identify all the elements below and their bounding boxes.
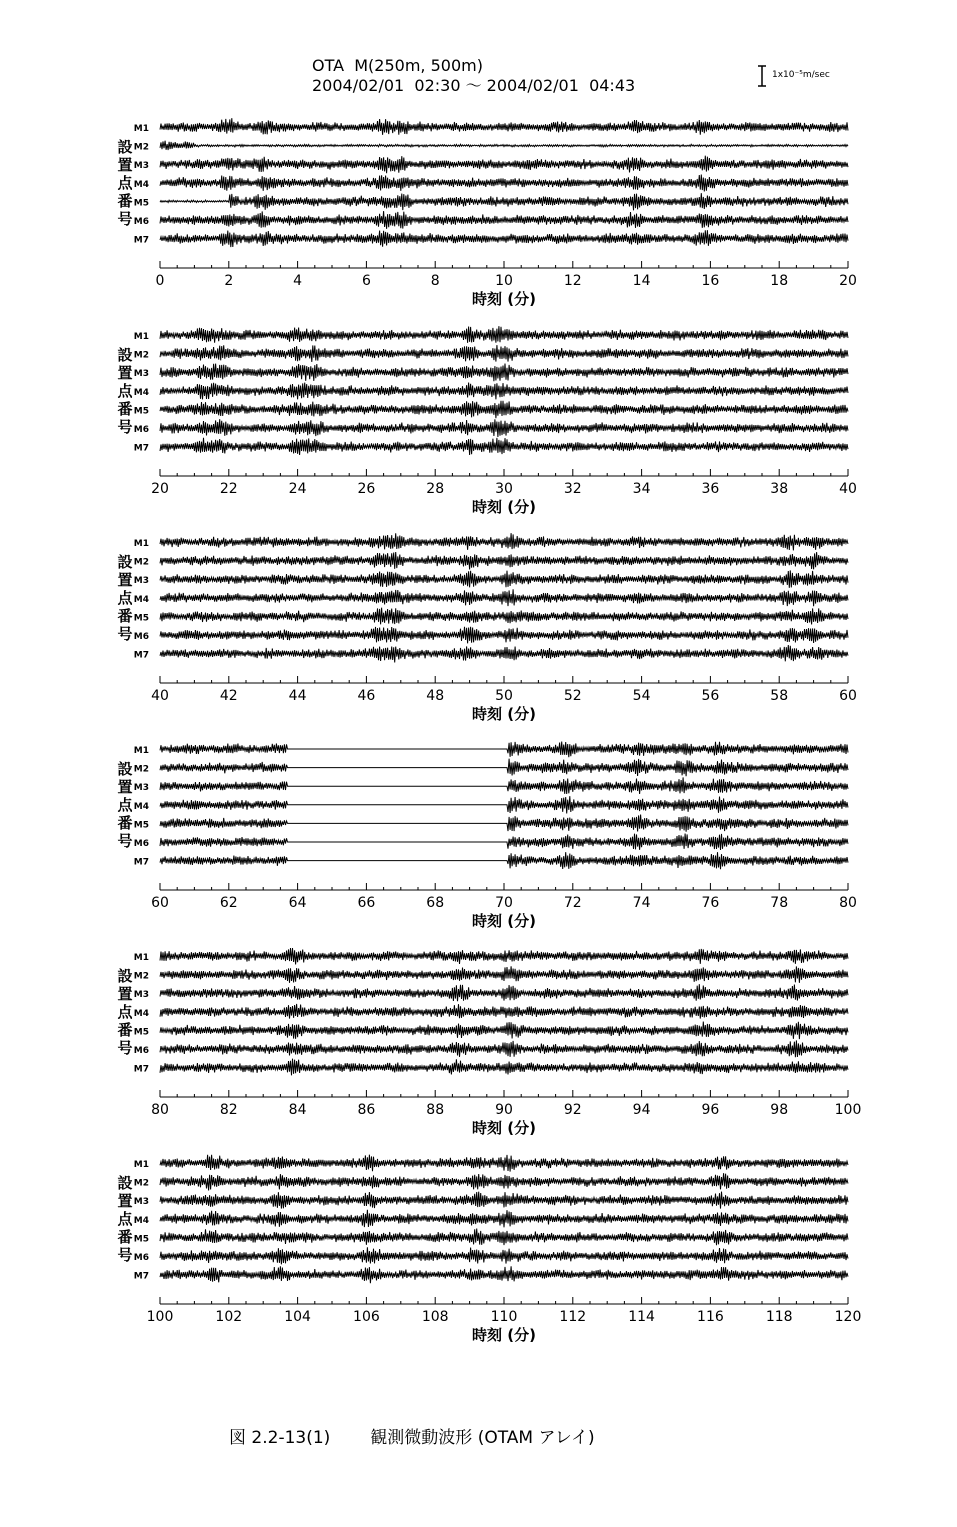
station-label: M6: [133, 1253, 149, 1263]
waveform-trace: [160, 326, 848, 343]
station-label: M3: [133, 990, 149, 1001]
x-tick-label: 30: [495, 481, 513, 497]
station-label: M7: [133, 1271, 149, 1282]
x-tick-label: 68: [426, 895, 445, 911]
waveform-trace: [160, 1266, 848, 1283]
station-label: M2: [133, 1178, 149, 1189]
waveform-trace: [160, 552, 848, 570]
waveform-trace: [160, 1155, 848, 1172]
x-tick-label: 100: [146, 1309, 174, 1325]
x-tick-label: 118: [765, 1309, 793, 1325]
station-label: M3: [133, 1197, 149, 1208]
x-tick-label: 112: [559, 1309, 587, 1325]
x-tick-label: 12: [563, 273, 582, 289]
x-tick-label: 22: [219, 481, 238, 497]
x-tick-label: 80: [151, 1102, 169, 1118]
x-tick-label: 84: [288, 1102, 307, 1118]
waveform-trace: [160, 193, 848, 210]
x-tick-label: 86: [357, 1102, 376, 1118]
chart-title: [312, 56, 635, 96]
station-label: M3: [133, 783, 149, 794]
waveform-trace: [160, 156, 848, 174]
station-label: M3: [133, 576, 149, 587]
x-tick-label: 34: [632, 481, 651, 497]
x-tick-label: 8: [430, 273, 440, 289]
waveform-trace: [160, 419, 848, 437]
x-tick-label: 96: [701, 1102, 720, 1118]
x-tick-label: 98: [770, 1102, 789, 1118]
waveform-trace: [160, 1192, 848, 1209]
station-label: M5: [133, 1234, 149, 1245]
x-axis-label: 時刻 (分): [472, 705, 536, 723]
y-axis-label: 設 置 点 番 号: [117, 138, 133, 228]
x-axis-label: 時刻 (分): [472, 1326, 536, 1344]
x-tick-label: 44: [288, 688, 307, 704]
waveform-trace: [160, 777, 848, 794]
station-label: M4: [133, 594, 149, 605]
waveform-trace: [160, 852, 848, 869]
y-axis-label: 設 置 点 番 号: [117, 967, 133, 1057]
x-tick-label: 20: [151, 481, 169, 497]
waveform-trace: [160, 345, 848, 362]
x-tick-label: 40: [151, 688, 169, 704]
x-tick-label: 78: [770, 895, 789, 911]
x-axis-label: 時刻 (分): [472, 498, 536, 516]
x-axis-label: 時刻 (分): [472, 912, 536, 930]
waveform-trace: [160, 383, 848, 400]
station-label: M1: [133, 953, 149, 963]
waveform-trace: [160, 401, 848, 418]
scale-label: 1x10⁻⁵m/sec: [772, 70, 830, 80]
x-tick-label: 32: [563, 481, 582, 497]
station-label: M2: [133, 557, 149, 568]
waveform-trace: [160, 1022, 848, 1040]
x-tick-label: 4: [293, 273, 303, 289]
station-label: M1: [133, 332, 149, 342]
seismogram-plot: [0, 941, 957, 1141]
x-tick-label: 62: [219, 895, 238, 911]
x-tick-label: 104: [284, 1309, 311, 1325]
waveform-trace: [160, 742, 848, 758]
x-tick-label: 42: [219, 688, 238, 704]
waveform-trace: [160, 364, 848, 382]
waveform-trace: [160, 230, 848, 247]
waveform-trace: [160, 211, 848, 229]
seismogram-panel: [0, 941, 957, 1141]
x-tick-label: 6: [361, 273, 371, 289]
station-label: M5: [133, 820, 149, 831]
waveform-trace: [160, 759, 848, 777]
seismogram-plot: [0, 734, 957, 934]
x-tick-label: 40: [839, 481, 857, 497]
station-label: M6: [133, 839, 149, 849]
station-label: M3: [133, 369, 149, 380]
seismogram-plot: [0, 527, 957, 727]
waveform-trace: [160, 966, 848, 983]
station-label: M7: [133, 235, 149, 246]
x-tick-label: 14: [632, 273, 651, 289]
x-tick-label: 56: [701, 688, 720, 704]
waveform-trace: [160, 1004, 848, 1019]
y-axis-label: 設 置 点 番 号: [117, 346, 133, 436]
y-axis-label: 設 置 点 番 号: [117, 1174, 133, 1264]
waveform-trace: [160, 438, 848, 455]
x-tick-label: 24: [288, 481, 307, 497]
seismogram-panel: [0, 320, 957, 520]
waveform-trace: [160, 984, 848, 1001]
x-tick-label: 72: [563, 895, 582, 911]
title-line-1: OTA M(250m, 500m): [312, 56, 483, 75]
station-label: M3: [133, 161, 149, 172]
figure-title: 観測微動波形 (OTAM アレイ): [370, 1428, 595, 1448]
station-label: M4: [133, 179, 149, 190]
waveform-trace: [160, 118, 848, 135]
waveform-trace: [160, 1059, 848, 1076]
waveform-trace: [160, 533, 848, 550]
waveform-trace: [160, 1247, 848, 1264]
waveform-trace: [160, 815, 848, 832]
waveform-trace: [160, 1210, 848, 1228]
station-label: M6: [133, 425, 149, 435]
waveform-trace: [160, 141, 848, 150]
seismogram-plot: [0, 320, 957, 520]
seismogram-panel: [0, 1148, 957, 1348]
waveform-trace: [160, 175, 848, 192]
waveform-trace: [160, 608, 848, 625]
x-tick-label: 20: [839, 273, 857, 289]
x-tick-label: 110: [490, 1309, 518, 1325]
x-tick-label: 46: [357, 688, 376, 704]
waveform-trace: [160, 1229, 848, 1246]
station-label: M2: [133, 142, 149, 153]
x-tick-label: 74: [632, 895, 651, 911]
x-tick-label: 48: [426, 688, 445, 704]
x-tick-label: 76: [701, 895, 720, 911]
seismogram-panel: [0, 734, 957, 934]
x-tick-label: 38: [770, 481, 789, 497]
x-tick-label: 50: [495, 688, 513, 704]
waveform-trace: [160, 627, 848, 644]
station-label: M7: [133, 650, 149, 661]
station-label: M1: [133, 124, 149, 134]
x-tick-label: 120: [834, 1309, 862, 1325]
x-tick-label: 100: [834, 1102, 862, 1118]
x-tick-label: 0: [155, 273, 165, 289]
x-axis-label: 時刻 (分): [472, 1119, 536, 1137]
x-tick-label: 114: [628, 1309, 655, 1325]
x-tick-label: 116: [697, 1309, 724, 1325]
x-tick-label: 82: [219, 1102, 238, 1118]
x-tick-label: 80: [839, 895, 857, 911]
station-label: M1: [133, 746, 149, 756]
station-label: M6: [133, 217, 149, 227]
station-label: M6: [133, 1046, 149, 1056]
x-tick-label: 106: [353, 1309, 380, 1325]
x-tick-label: 102: [215, 1309, 243, 1325]
station-label: M5: [133, 613, 149, 624]
waveform-trace: [160, 948, 848, 965]
station-label: M4: [133, 387, 149, 398]
seismogram-plot: [0, 112, 957, 312]
x-tick-label: 60: [151, 895, 169, 911]
waveform-trace: [160, 1040, 848, 1057]
station-label: M7: [133, 857, 149, 868]
station-label: M2: [133, 350, 149, 361]
station-label: M7: [133, 1064, 149, 1075]
x-tick-label: 18: [770, 273, 789, 289]
station-label: M5: [133, 406, 149, 417]
x-tick-label: 26: [357, 481, 376, 497]
waveform-trace: [160, 1173, 848, 1190]
x-tick-label: 52: [563, 688, 582, 704]
y-axis-label: 設 置 点 番 号: [117, 553, 133, 643]
station-label: M7: [133, 443, 149, 454]
seismogram-panel: [0, 527, 957, 727]
waveform-trace: [160, 645, 848, 663]
x-tick-label: 36: [701, 481, 720, 497]
x-tick-label: 28: [426, 481, 445, 497]
figure-number: 図 2.2-13(1): [229, 1428, 331, 1448]
station-label: M2: [133, 971, 149, 982]
x-tick-label: 64: [288, 895, 307, 911]
station-label: M6: [133, 632, 149, 642]
x-tick-label: 60: [839, 688, 857, 704]
station-label: M2: [133, 764, 149, 775]
station-label: M4: [133, 1215, 149, 1226]
x-tick-label: 94: [632, 1102, 651, 1118]
x-tick-label: 54: [632, 688, 651, 704]
figure-caption: [229, 1423, 595, 1448]
x-axis-label: 時刻 (分): [472, 290, 536, 308]
seismogram-plot: [0, 1148, 957, 1348]
x-tick-label: 16: [701, 273, 720, 289]
waveform-trace: [160, 796, 848, 813]
x-tick-label: 58: [770, 688, 789, 704]
seismogram-panel: [0, 112, 957, 312]
x-tick-label: 66: [357, 895, 376, 911]
x-tick-label: 2: [224, 273, 234, 289]
station-label: M1: [133, 539, 149, 549]
station-label: M5: [133, 1027, 149, 1038]
station-label: M5: [133, 198, 149, 209]
x-tick-label: 10: [495, 273, 513, 289]
x-tick-label: 90: [495, 1102, 513, 1118]
station-label: M4: [133, 801, 149, 812]
station-label: M4: [133, 1008, 149, 1019]
station-label: M1: [133, 1160, 149, 1170]
waveform-trace: [160, 589, 848, 606]
y-axis-label: 設 置 点 番 号: [117, 760, 133, 850]
waveform-trace: [160, 834, 848, 851]
waveform-trace: [160, 570, 848, 588]
x-tick-label: 70: [495, 895, 513, 911]
x-tick-label: 88: [426, 1102, 445, 1118]
x-tick-label: 92: [563, 1102, 582, 1118]
title-line-2: 2004/02/01 02:30 ～ 2004/02/01 04:43: [312, 76, 636, 95]
x-tick-label: 108: [421, 1309, 449, 1325]
